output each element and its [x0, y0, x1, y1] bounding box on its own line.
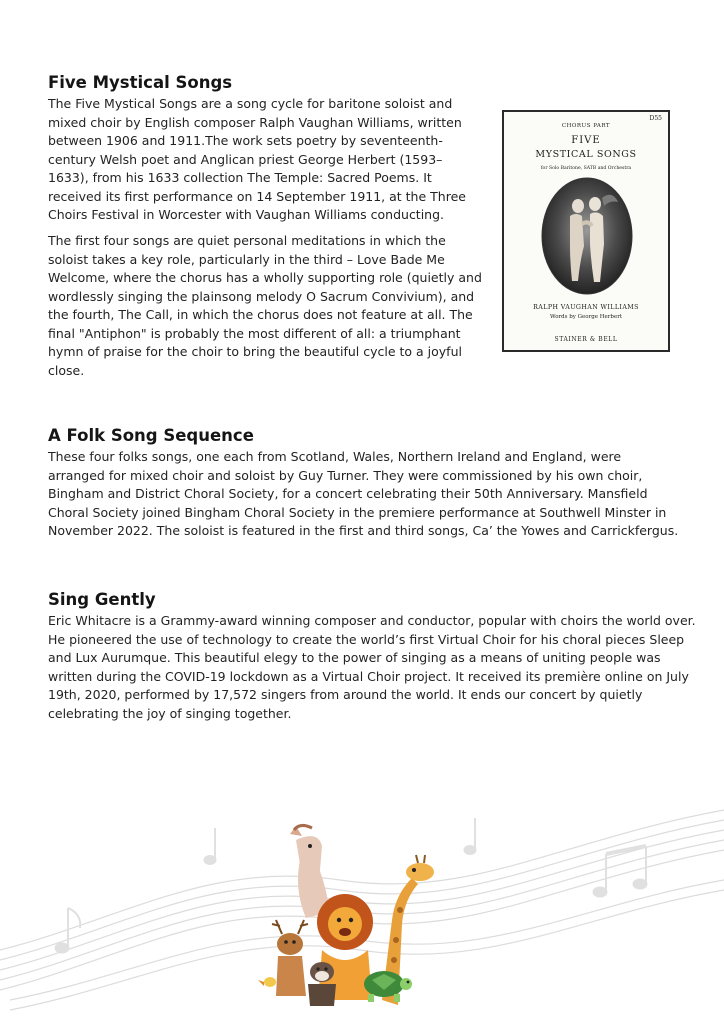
cover-title-line2: MYSTICAL SONGS: [535, 149, 637, 160]
dog-icon: [308, 962, 336, 1006]
bird-icon: [258, 977, 276, 987]
section-paragraph: Eric Whitacre is a Grammy-award winning composer and conductor, popular with choirs the world over. He pioneered the use of technology to create the world’s first Virtual Choir for his choral pieces Sleep and Lux Aurumque. This beautiful elegy to the power of singing as a means of uniting people was written during the COVID-19 lockdown as a Virtual Choir project. It received its première online on July 19th, 2020, performed by 17,572 singers from around the world. It ends our concert by quietly celebrating the joy of singing together.: [48, 613, 696, 721]
cover-lyricist: Words by George Herbert: [549, 314, 623, 320]
cover-title-line1: FIVE: [571, 135, 601, 146]
section-paragraph: These four folks songs, one each from Scotland, Wales, Northern Ireland and England, were arranged for mixed choir and soloist by Guy Turner. They were commissioned by his own choir, Bingham and District Choral Society, for a concert celebrating their 50th Anniversary. Mansfield Choral Society joined Bingham Choral Society in the premiere performance at Southwell Minster in November 2022. The soloist is featured in the first and third songs, Ca’ the Yowes and Carrickfergus.: [48, 449, 679, 538]
music-staff-decoration: [0, 800, 724, 1024]
cover-engraving-illustration: [540, 176, 634, 296]
section-title-sing-gently: Sing Gently: [48, 590, 156, 609]
section-title-folk-song-sequence: A Folk Song Sequence: [48, 426, 254, 445]
section-title-five-mystical-songs: Five Mystical Songs: [48, 73, 233, 92]
section-paragraph: The Five Mystical Songs are a song cycle for baritone soloist and mixed choir by English composer Ralph Vaughan Williams, written between 1906 and 1911.The work sets poetry by seventeenth-century Welsh poet and Anglican priest George Herbert (1593–1633), from his 1633 collection The Temple: Sacred Poems. It received its first performance on 14 September 1911, at the Three Choirs Festival in Worcester with Vaughan Williams conducting.: [48, 96, 466, 222]
score-cover-image: [502, 110, 670, 352]
cover-part-label: CHORUS PART: [561, 123, 611, 129]
section-paragraph: The first four songs are quiet personal meditations in which the soloist takes a key role, particularly in the third – Love Bade Me Welcome, where the chorus has a wholly supporting role (quietly and wordlessly singing the plainsong melody O Sacrum Convivium), and the fourth, The Call, in which the chorus does not feature at all. The final "Antiphon" is probably the most different of all: a triumphant hymn of praise for the choir to bring the beautiful cycle to a joyful close.: [48, 233, 482, 378]
cover-publisher: STAINER & BELL: [554, 336, 618, 343]
cover-catalogue-code: D55: [649, 115, 662, 122]
cover-scoring: for Solo Baritone, SATB and Orchestra: [540, 166, 632, 171]
cover-composer: RALPH VAUGHAN WILLIAMS: [533, 304, 639, 311]
deer-icon: [272, 920, 308, 996]
